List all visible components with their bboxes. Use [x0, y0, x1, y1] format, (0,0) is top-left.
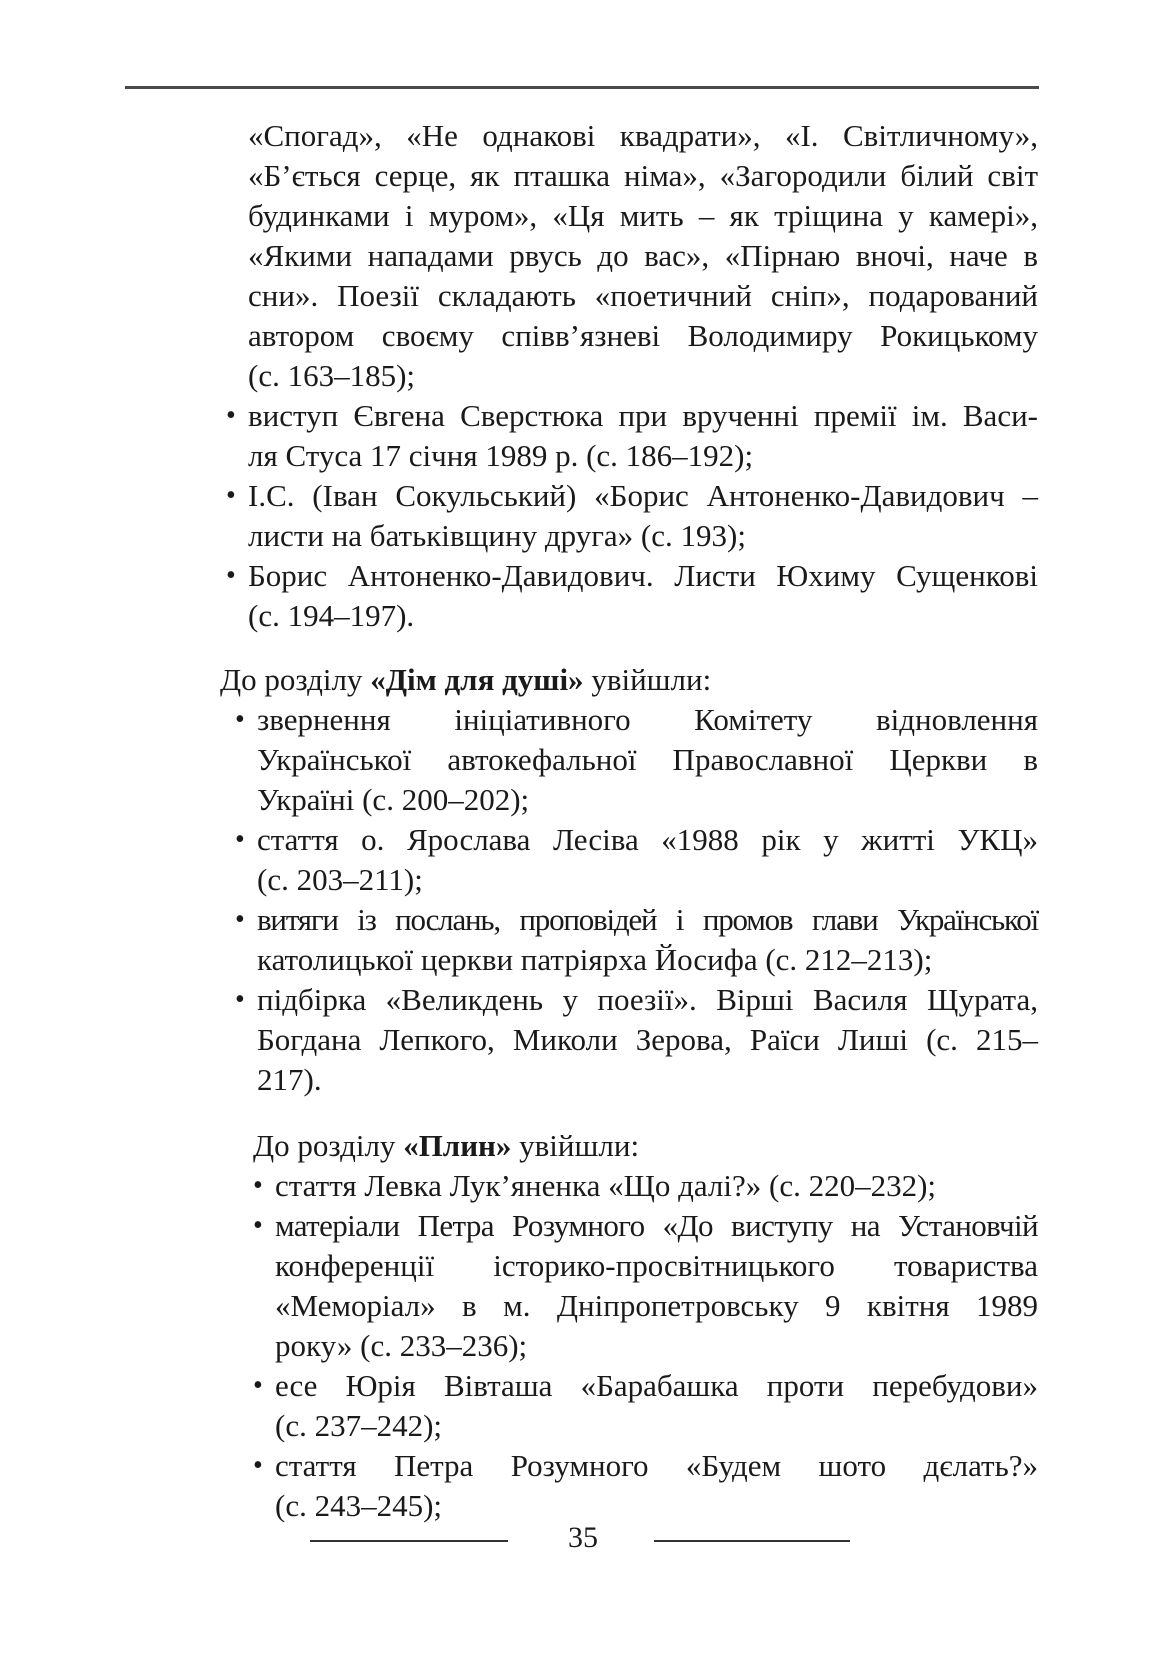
text-line: есе Юрія Вівташа «Барабашка проти перебудови»: [275, 1368, 1038, 1403]
text-line: «Б’ється серце, як пташка німа», «Загородили білий світ: [248, 158, 1038, 193]
text-line: звернення ініціативного Комітету відновлення: [257, 702, 1038, 737]
text-line: «Якими нападами рвусь до вас», «Пірнаю вночі, наче в: [248, 238, 1038, 273]
bullet-icon: •: [253, 1370, 263, 1401]
page-number: 35: [568, 1521, 598, 1554]
list-item: [226, 476, 1038, 556]
footer-rule-right: [654, 1540, 850, 1542]
text-line: (с. 203–211);: [257, 862, 423, 897]
bullet-icon: •: [235, 984, 245, 1015]
section-title: «Дім для душі»: [370, 662, 584, 697]
text-line: «Меморіал» в м. Дніпропетровську 9 квітня 1989: [275, 1288, 1038, 1323]
text-line: (с. 237–242);: [275, 1408, 443, 1443]
bullet-icon: •: [235, 904, 245, 935]
text-line: листи на батьківщину друга» (с. 193);: [248, 518, 746, 553]
text-line: матеріали Петра Розумного «До виступу на Установчій: [275, 1208, 1038, 1243]
text-line: 217).: [257, 1062, 322, 1097]
section-title: «Плин»: [403, 1128, 512, 1163]
list-item: [253, 1206, 1038, 1366]
text-line: І.С. (Іван Сокульський) «Борис Антоненко-Давидович –: [248, 478, 1038, 513]
header-rule: [125, 86, 1039, 89]
text-line: автором своєму співв’язневі Володимиру Рокицькому: [248, 318, 1038, 353]
section-intro: [220, 660, 1020, 700]
bullet-icon: •: [226, 560, 236, 591]
text-line: (с. 194–197).: [248, 598, 415, 633]
list-item: [253, 1166, 1038, 1206]
text-line: ля Стуса 17 січня 1989 р. (с. 186–192);: [248, 438, 754, 473]
list-item: [253, 1446, 1038, 1526]
text-line: Україні (с. 200–202);: [257, 782, 530, 817]
list-item: [253, 1366, 1038, 1446]
text-line: (с. 243–245);: [275, 1488, 443, 1523]
bullet-icon: •: [253, 1210, 263, 1241]
list-item: [235, 820, 1038, 900]
text-line: До розділу «Плин» увійшли:: [253, 1128, 640, 1163]
text-line: До розділу «Дім для душі» увійшли:: [220, 662, 712, 697]
text-line: сни». Поезії складають «поетичний сніп», подарований: [248, 278, 1038, 313]
continued-paragraph: [248, 116, 1038, 396]
bullet-icon: •: [235, 824, 245, 855]
footer-rule-left: [310, 1540, 508, 1542]
text-line: стаття о. Ярослава Лесіва «1988 рік у житті УКЦ»: [257, 822, 1038, 857]
bullet-icon: •: [226, 400, 236, 431]
text-line: витяги із послань, проповідей і промов глави Української: [257, 902, 1038, 937]
text-line: католицької церкви патріярха Йосифа (с. 212–213);: [257, 942, 933, 977]
text-line: конференції історико-просвітницького товариства: [275, 1248, 1038, 1283]
text-line: Борис Антоненко-Давидович. Листи Юхиму Сущенкові: [248, 558, 1038, 593]
bullet-icon: •: [235, 704, 245, 735]
list-item: [235, 700, 1038, 820]
text-line: підбірка «Великдень у поезії». Вірші Василя Щурата,: [257, 982, 1038, 1017]
text-line: будинками і муром», «Ця мить – як тріщина у камері»,: [248, 198, 1038, 233]
text-line: Української автокефальної Православної Церкви в: [257, 742, 1038, 777]
list-item: [235, 980, 1038, 1100]
bullet-icon: •: [253, 1450, 263, 1481]
text-line: (с. 163–185);: [248, 358, 416, 393]
text-line: стаття Петра Розумного «Будем шото дєлать?»: [275, 1448, 1038, 1483]
list-item: [226, 396, 1038, 476]
section-intro: [253, 1126, 1033, 1166]
text-line: стаття Левка Лук’яненка «Що далі?» (с. 220–232);: [275, 1168, 937, 1203]
text-line: року» (с. 233–236);: [275, 1328, 528, 1363]
list-item: [226, 556, 1038, 636]
bullet-icon: •: [226, 480, 236, 511]
text-line: «Спогад», «Не однакові квадрати», «І. Світличному»,: [248, 118, 1038, 153]
text-line: Богдана Лепкого, Миколи Зерова, Раїси Лиші (с. 215–: [257, 1022, 1038, 1057]
list-item: [235, 900, 1038, 980]
bullet-icon: •: [253, 1170, 263, 1201]
text-line: виступ Євгена Сверстюка при врученні премії ім. Васи-: [248, 398, 1038, 433]
